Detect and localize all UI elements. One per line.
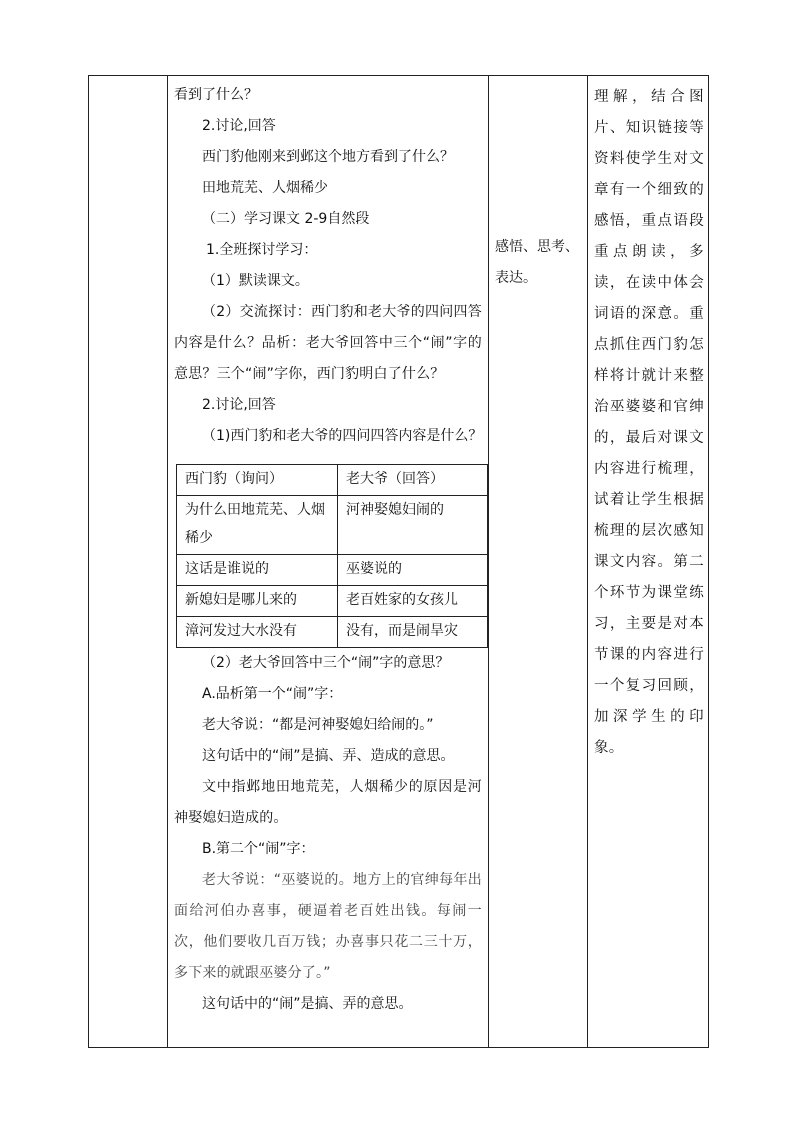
content-line: 这句话中的“闹”是搞、弄的意思。 [202, 996, 413, 1012]
content-line: （1）默读课文。 [202, 273, 309, 289]
content-line: 看到了什么？ [174, 87, 258, 103]
qa-question-cell: 漳河发过大水没有 [177, 617, 338, 648]
teaching-content [168, 76, 488, 1020]
content-line: 老大爷说：“都是河神娶媳妇给闹的。” [202, 717, 434, 733]
qa-header-cell: 西门豹（询问） [177, 465, 338, 496]
section-heading: （二）学习课文 2-9自然段 [202, 211, 370, 227]
qa-answer-cell: 河神娶媳妇闹的 [338, 496, 488, 555]
teaching-content-cell [168, 76, 489, 1048]
qa-table-row [177, 617, 488, 648]
qa-table-row [177, 496, 488, 555]
qa-question-cell: 新媳妇是哪儿来的 [177, 586, 338, 617]
lesson-plan-table [88, 75, 709, 1048]
content-line: 西门豹他刚来到邺这个地方看到了什么？ [202, 149, 454, 165]
qa-question-cell: 为什么田地荒芜、人烟稀少 [177, 496, 338, 555]
design-intent-text: 理解，结合图片、知识链接等资料使学生对文章有一个细致的感悟，重点语段重点朗读，多读，在读中体会词语的深意。重点抓住西门豹怎样将计就计来整治巫婆婆和官绅的，最后对课文内容进行梳理，试着让学生根据梳理的层次感知课文内容。第二个环节为课堂练习，主要是对本节课的内容进行一个复习回顾，加深学生的印象。 [594, 89, 704, 756]
design-intent-cell [588, 76, 709, 1048]
content-line: 2.讨论,回答 [202, 397, 276, 413]
content-line: （2）老大爷回答中三个“闹”字的意思？ [202, 655, 450, 671]
qa-table-row [177, 586, 488, 617]
content-line: B.第二个“闹”字： [202, 841, 315, 857]
qa-answer-cell: 巫婆说的 [338, 555, 488, 586]
qa-table-row [177, 555, 488, 586]
student-activity-text: 感悟、思考、表达。 [495, 239, 579, 286]
content-line: 田地荒芜、人烟稀少 [202, 180, 328, 196]
content-line: 2.讨论,回答 [202, 118, 276, 134]
qa-question-cell: 这话是谁说的 [177, 555, 338, 586]
qa-answer-cell: 老百姓家的女孩儿 [338, 586, 488, 617]
qa-table [176, 464, 488, 648]
qa-table-header [177, 465, 488, 496]
stage-cell [89, 76, 168, 1048]
content-line: 这句话中的“闹”是搞、弄、造成的意思。 [202, 748, 455, 764]
content-paragraph: 老大爷说：“巫婆说的。地方上的官绅每年出面给河伯办喜事，硬逼着老百姓出钱。每闹一次，他们要收几百万钱；办喜事只花二三十万，多下来的就跟巫婆分了。” [174, 872, 482, 981]
qa-answer-cell: 没有，而是闹旱灾 [338, 617, 488, 648]
lesson-plan-row [89, 76, 709, 1048]
content-paragraph: （2）交流探讨：西门豹和老大爷的四问四答内容是什么？品析：老大爷回答中三个“闹”字的意思？三个“闹”字你，西门豹明白了什么？ [174, 304, 482, 382]
content-line: 1.全班探讨学习： [206, 242, 318, 258]
content-line: A.品析第一个“闹”字： [202, 686, 343, 702]
student-activity-cell [489, 76, 588, 1048]
content-line: （1)西门豹和老大爷的四问四答内容是什么？ [202, 428, 483, 444]
content-paragraph: 文中指邺地田地荒芜，人烟稀少的原因是河神娶媳妇造成的。 [174, 779, 482, 826]
qa-header-cell: 老大爷（回答） [338, 465, 488, 496]
